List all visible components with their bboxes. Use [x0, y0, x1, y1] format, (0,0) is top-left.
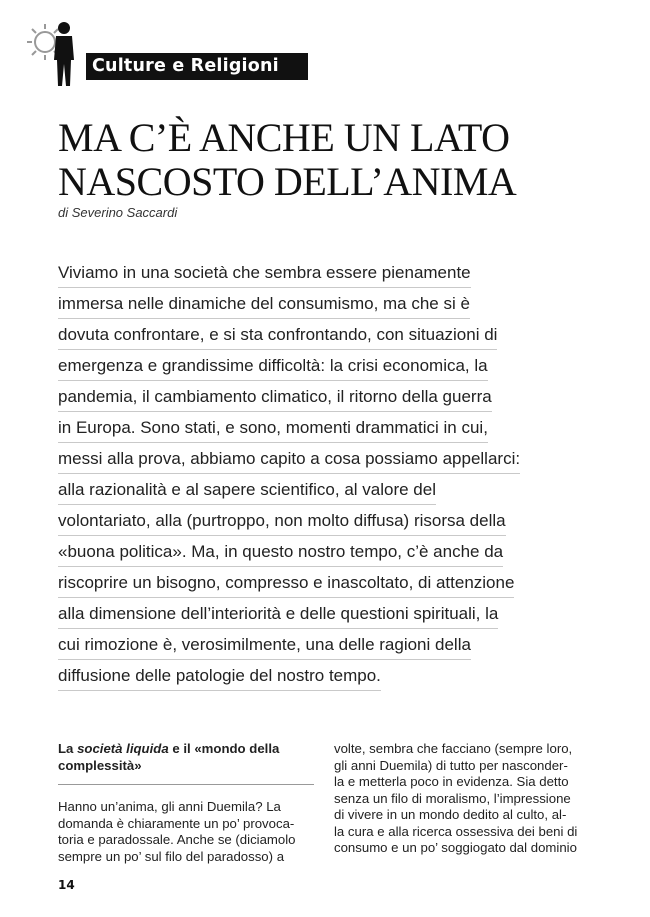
lead-line: dovuta confrontare, e si sta confrontando, con situazioni di: [58, 320, 497, 350]
title-line: NASCOSTO DELL’ANIMA: [58, 159, 517, 204]
lead-line: «buona politica». Ma, in questo nostro tempo, c’è anche da: [58, 537, 503, 567]
lead-line: immersa nelle dinamiche del consumismo, ma che si è: [58, 289, 470, 319]
body-line: consumo e un po’ soggiogato dal dominio: [334, 840, 577, 855]
right-column: [334, 741, 596, 857]
body-line: di vivere in un mondo dedito al culto, al-: [334, 807, 567, 822]
lead-line: cui rimozione è, verosimilmente, una delle ragioni della: [58, 630, 471, 660]
subheading-line-2: complessità»: [58, 757, 142, 773]
byline: di Severino Saccardi: [58, 205, 178, 220]
section-label: Culture e Religioni: [86, 53, 308, 80]
lead-line: riscoprire un bisogno, compresso e inascoltato, di attenzione: [58, 568, 514, 598]
lead-line: diffusione delle patologie del nostro tempo.: [58, 661, 381, 691]
lead-line: volontariato, alla (purtroppo, non molto diffusa) risorsa della: [58, 506, 506, 536]
lead-line: in Europa. Sono stati, e sono, momenti drammatici in cui,: [58, 413, 488, 443]
lead-line: alla dimensione dell’interiorità e delle questioni spirituali, la: [58, 599, 498, 629]
left-column: [58, 741, 314, 865]
body-line: senza un filo di moralismo, l’impressione: [334, 790, 571, 806]
title-line: MA C’È ANCHE UN LATO: [58, 115, 510, 160]
lead-line: alla razionalità e al sapere scientifico, al valore del: [58, 475, 436, 505]
lead-paragraph: [58, 257, 568, 691]
body-line: domanda è chiaramente un po’ provoca-: [58, 815, 295, 831]
subheading: La società liquida e il «mondo della: [58, 741, 280, 756]
lead-line: emergenza e grandissime difficoltà: la crisi economica, la: [58, 351, 488, 381]
body-line: gli anni Duemila) di tutto per nasconder-: [334, 757, 568, 773]
body-line: sempre un po’ sul filo del paradosso) a: [58, 848, 285, 864]
body-line: la cura e alla ricerca ossessiva dei beni di: [334, 823, 578, 839]
sun-figure-logo: [24, 20, 86, 90]
body-line: Hanno un’anima, gli anni Duemila? La: [58, 799, 281, 814]
subheading-divider: [58, 774, 314, 785]
body-line: volte, sembra che facciano (sempre loro,: [334, 741, 573, 756]
lead-line: pandemia, il cambiamento climatico, il ritorno della guerra: [58, 382, 492, 412]
article-title: [58, 116, 618, 204]
lead-line: messi alla prova, abbiamo capito a cosa possiamo appellarci:: [58, 444, 520, 474]
body-line: la e metterla poco in evidenza. Sia detto: [334, 774, 569, 789]
lead-line: Viviamo in una società che sembra essere pienamente: [58, 258, 471, 288]
body-line: toria e paradossale. Anche se (diciamolo: [58, 832, 296, 847]
page-number: 14: [58, 878, 75, 892]
